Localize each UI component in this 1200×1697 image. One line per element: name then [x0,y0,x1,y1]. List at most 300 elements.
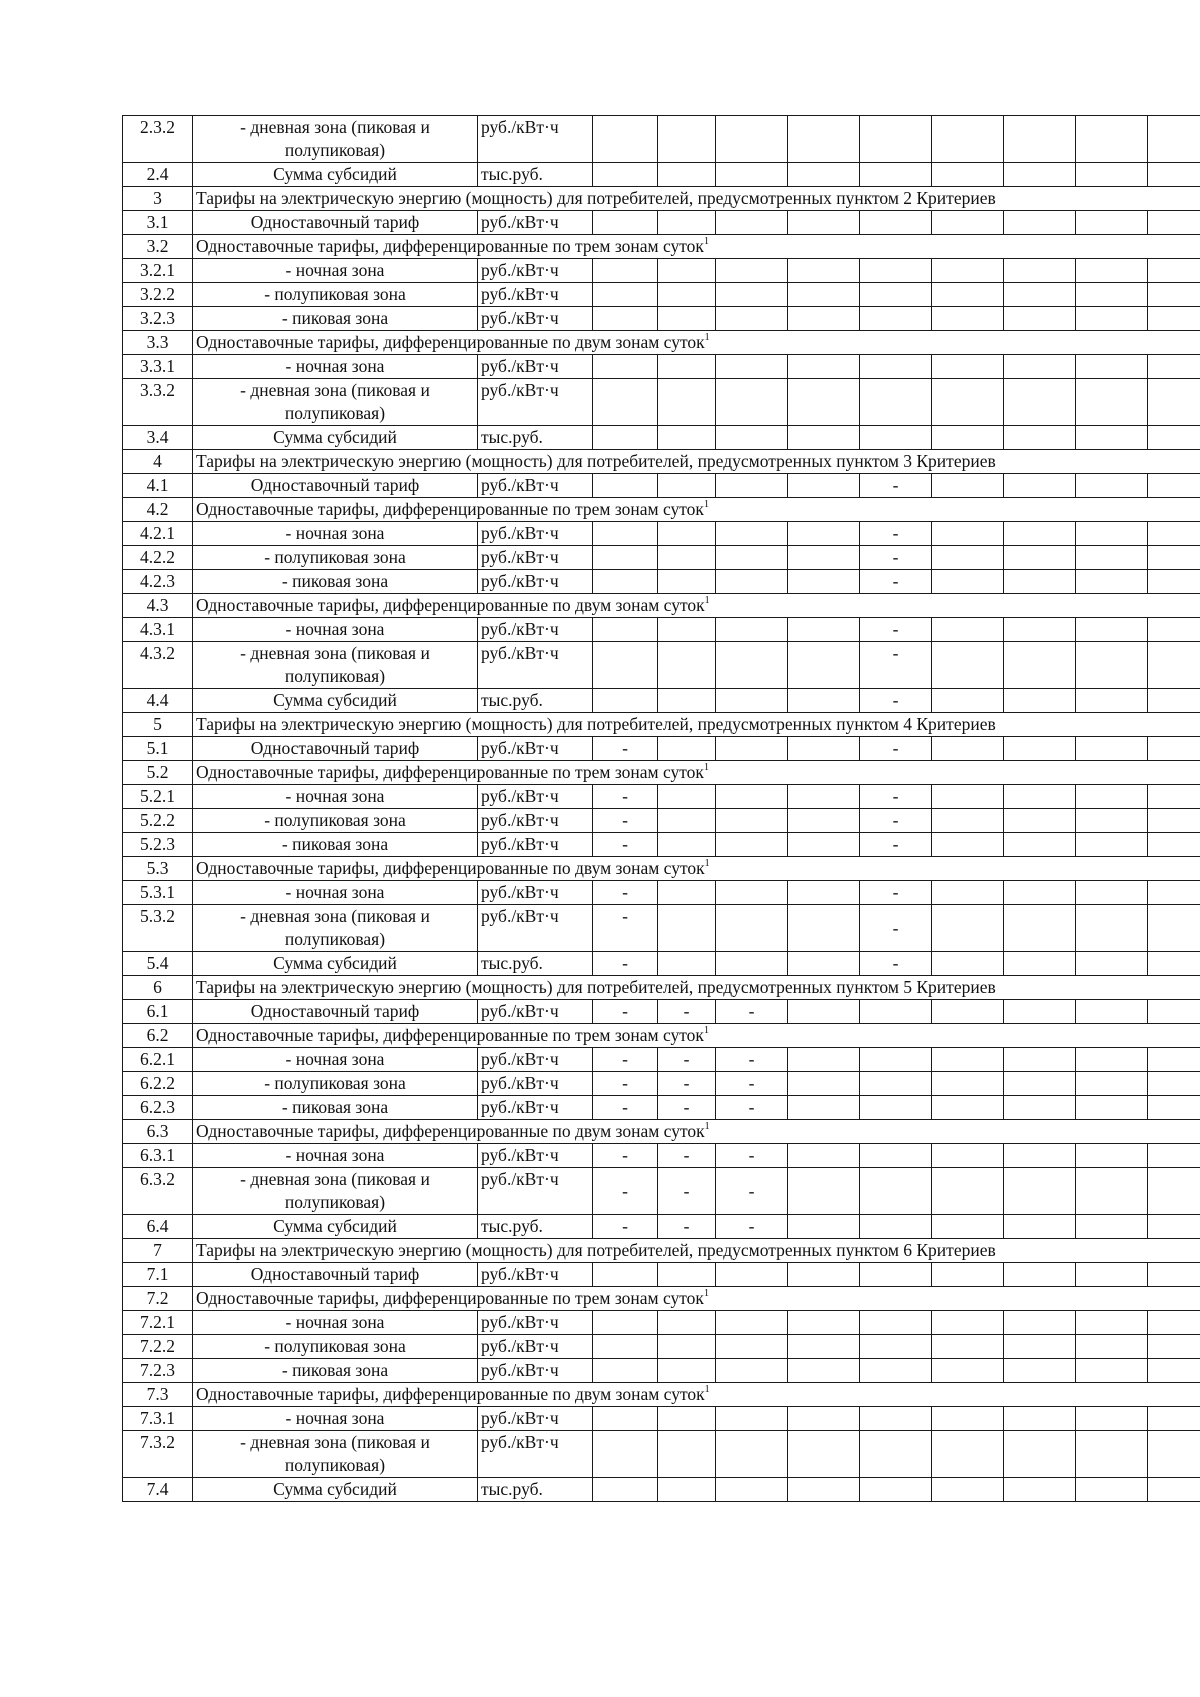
value-cell [658,163,716,187]
table-row [123,642,1200,689]
section-title-text: Одноставочные тарифы, дифференцированные по трем зонам суток [196,1288,704,1308]
value-cell [1148,1000,1200,1024]
footnote-marker: 1 [703,1288,709,1299]
row-number: 3.2.3 [123,307,193,331]
table-row [123,1144,1200,1168]
value-cell [1076,1144,1148,1168]
value-cell [593,618,658,642]
value-cell [788,1407,860,1431]
value-cell [658,881,716,905]
value-cell [1076,737,1148,761]
value-cell [932,1048,1004,1072]
value-cell [658,546,716,570]
unit-cell: руб./кВт·ч [478,1072,593,1096]
row-number: 7.4 [123,1478,193,1502]
section-header-row [123,761,1200,785]
value-cell [788,211,860,235]
value-cell [593,546,658,570]
footnote-marker: 1 [704,858,710,869]
value-cell [1004,163,1076,187]
row-number: 7.3.2 [123,1431,193,1478]
unit-cell: руб./кВт·ч [478,785,593,809]
value-cell [1004,283,1076,307]
value-cell [1004,1431,1076,1478]
row-number: 7.3 [123,1383,193,1407]
value-cell [788,737,860,761]
value-cell: - [860,642,932,689]
unit-cell: руб./кВт·ч [478,570,593,594]
value-cell [658,1407,716,1431]
value-cell [860,259,932,283]
value-cell [932,1263,1004,1287]
footnote-marker: 1 [703,1025,709,1036]
value-cell [1076,642,1148,689]
value-cell [716,785,788,809]
indicator-name: Сумма субсидий [193,163,478,187]
value-cell [1148,1168,1200,1215]
value-cell [716,642,788,689]
unit-cell: руб./кВт·ч [478,211,593,235]
value-cell [1076,1215,1148,1239]
unit-cell: руб./кВт·ч [478,116,593,163]
unit-cell: руб./кВт·ч [478,1048,593,1072]
indicator-name: - полупиковая зона [193,283,478,307]
value-cell [1148,1144,1200,1168]
value-cell [788,116,860,163]
value-cell [1076,379,1148,426]
value-cell [1076,1096,1148,1120]
indicator-name: Сумма субсидий [193,952,478,976]
unit-cell: руб./кВт·ч [478,522,593,546]
value-cell [932,809,1004,833]
value-cell [1148,307,1200,331]
value-cell [658,1359,716,1383]
value-cell [932,307,1004,331]
table-row [123,785,1200,809]
value-cell [860,1478,932,1502]
value-cell: - [658,1096,716,1120]
row-number: 5.3 [123,857,193,881]
row-number: 7.2.2 [123,1335,193,1359]
value-cell [788,689,860,713]
value-cell [788,355,860,379]
value-cell [1076,1311,1148,1335]
unit-cell: руб./кВт·ч [478,642,593,689]
value-cell [658,283,716,307]
value-cell [1148,474,1200,498]
section-title-text: Одноставочные тарифы, дифференцированные по двум зонам суток [196,1384,705,1404]
indicator-name: Одноставочный тариф [193,211,478,235]
value-cell [1148,881,1200,905]
indicator-name: - пиковая зона [193,833,478,857]
value-cell [658,1311,716,1335]
value-cell [1148,163,1200,187]
value-cell [788,283,860,307]
value-cell: - [658,1168,716,1215]
section-title-text: Одноставочные тарифы, дифференцированные по трем зонам суток [196,1025,704,1045]
unit-cell: тыс.руб. [478,689,593,713]
value-cell [593,1478,658,1502]
value-cell: - [860,785,932,809]
value-cell [1076,618,1148,642]
row-number: 4.1 [123,474,193,498]
value-cell [593,1335,658,1359]
value-cell [1004,211,1076,235]
value-cell [593,1263,658,1287]
unit-cell: руб./кВт·ч [478,1359,593,1383]
value-cell [658,1263,716,1287]
value-cell [716,355,788,379]
table-row [123,905,1200,952]
value-cell [1004,570,1076,594]
value-cell [1004,1168,1076,1215]
value-cell [860,163,932,187]
row-number: 3.3 [123,331,193,355]
value-cell [932,642,1004,689]
value-cell [716,307,788,331]
row-number: 3.2.2 [123,283,193,307]
unit-cell: руб./кВт·ч [478,881,593,905]
indicator-name: - дневная зона (пиковая и полупиковая) [193,1168,478,1215]
row-number: 5.2.1 [123,785,193,809]
indicator-name: - ночная зона [193,1311,478,1335]
value-cell [716,474,788,498]
value-cell [1004,1335,1076,1359]
footnote-marker: 1 [704,1384,710,1395]
value-cell: - [860,689,932,713]
unit-cell: руб./кВт·ч [478,1311,593,1335]
value-cell [1076,689,1148,713]
table-row [123,881,1200,905]
value-cell [860,1144,932,1168]
value-cell [658,426,716,450]
table-row [123,259,1200,283]
value-cell [716,379,788,426]
value-cell: - [658,1144,716,1168]
value-cell [932,474,1004,498]
section-header-row [123,976,1200,1000]
value-cell [1076,1335,1148,1359]
table-row [123,379,1200,426]
value-cell: - [593,1000,658,1024]
indicator-name: - пиковая зона [193,570,478,594]
table-row [123,833,1200,857]
row-number: 3.3.1 [123,355,193,379]
row-number: 5.2 [123,761,193,785]
value-cell [1004,905,1076,952]
value-cell [1076,1407,1148,1431]
row-number: 6.3.2 [123,1168,193,1215]
value-cell [658,1431,716,1478]
value-cell [932,283,1004,307]
value-cell: - [860,905,932,952]
value-cell [716,522,788,546]
indicator-name: - ночная зона [193,785,478,809]
value-cell [788,1215,860,1239]
value-cell [932,1335,1004,1359]
value-cell [1004,379,1076,426]
value-cell [658,474,716,498]
table-row [123,426,1200,450]
row-number: 3.4 [123,426,193,450]
value-cell [860,1335,932,1359]
value-cell [1148,833,1200,857]
unit-cell: руб./кВт·ч [478,905,593,952]
value-cell [1148,546,1200,570]
value-cell [1148,689,1200,713]
section-header-row [123,594,1200,618]
row-number: 4.2.1 [123,522,193,546]
table-row [123,1311,1200,1335]
section-title [193,857,1200,881]
footnote-marker: 1 [704,1121,710,1132]
value-cell: - [658,1000,716,1024]
value-cell [932,737,1004,761]
table-row [123,1048,1200,1072]
value-cell [1148,1048,1200,1072]
value-cell [1076,116,1148,163]
value-cell [593,426,658,450]
value-cell [593,474,658,498]
value-cell [1148,952,1200,976]
row-number: 7.2.1 [123,1311,193,1335]
value-cell [860,379,932,426]
section-title-text: Одноставочные тарифы, дифференцированные по двум зонам суток [196,1121,705,1141]
row-number: 5.3.2 [123,905,193,952]
value-cell [716,259,788,283]
value-cell [932,881,1004,905]
table-row [123,952,1200,976]
section-title-text: Одноставочные тарифы, дифференцированные по двум зонам суток [196,595,705,615]
row-number: 4.3.2 [123,642,193,689]
value-cell [658,1335,716,1359]
value-cell [1004,642,1076,689]
indicator-name: Одноставочный тариф [193,1263,478,1287]
value-cell [932,1144,1004,1168]
indicator-name: Сумма субсидий [193,689,478,713]
row-number: 6.3.1 [123,1144,193,1168]
value-cell [932,1478,1004,1502]
row-number: 5.4 [123,952,193,976]
row-number: 5.2.3 [123,833,193,857]
value-cell [1004,426,1076,450]
section-title [193,761,1200,785]
section-title-text: Тарифы на электрическую энергию (мощность) для потребителей, предусмотренных пунктом 2 Критериев [196,188,996,208]
value-cell [593,379,658,426]
value-cell [1148,905,1200,952]
value-cell [860,426,932,450]
indicator-name: Одноставочный тариф [193,737,478,761]
table-row [123,522,1200,546]
value-cell [932,1000,1004,1024]
value-cell [788,952,860,976]
table-row [123,1335,1200,1359]
value-cell [788,474,860,498]
value-cell: - [658,1215,716,1239]
value-cell [1004,1407,1076,1431]
value-cell [1004,522,1076,546]
value-cell [716,1431,788,1478]
value-cell [932,379,1004,426]
row-number: 7.2 [123,1287,193,1311]
unit-cell: руб./кВт·ч [478,1431,593,1478]
section-header-row [123,187,1200,211]
value-cell: - [593,1072,658,1096]
value-cell [658,259,716,283]
value-cell [658,833,716,857]
value-cell [716,1335,788,1359]
section-title-text: Одноставочные тарифы, дифференцированные по двум зонам суток [196,858,705,878]
value-cell [860,1096,932,1120]
value-cell: - [860,833,932,857]
unit-cell: руб./кВт·ч [478,1000,593,1024]
value-cell [932,1431,1004,1478]
value-cell [932,1359,1004,1383]
value-cell [932,355,1004,379]
value-cell [932,1407,1004,1431]
value-cell: - [716,1168,788,1215]
section-header-row [123,1383,1200,1407]
table-row [123,1478,1200,1502]
value-cell [788,379,860,426]
section-title [193,1239,1200,1263]
table-row [123,1215,1200,1239]
table-row [123,116,1200,163]
section-title-text: Тарифы на электрическую энергию (мощность) для потребителей, предусмотренных пунктом 3 Критериев [196,451,996,471]
value-cell [1076,163,1148,187]
table-row [123,809,1200,833]
value-cell [860,1048,932,1072]
indicator-name: - полупиковая зона [193,546,478,570]
value-cell [716,163,788,187]
value-cell [788,1000,860,1024]
value-cell [788,1144,860,1168]
value-cell: - [593,785,658,809]
section-title [193,187,1200,211]
section-header-row [123,331,1200,355]
value-cell [932,905,1004,952]
value-cell [593,211,658,235]
value-cell [788,1478,860,1502]
value-cell [860,1431,932,1478]
value-cell [788,163,860,187]
value-cell [1004,833,1076,857]
section-header-row [123,450,1200,474]
value-cell [1076,426,1148,450]
row-number: 6.3 [123,1120,193,1144]
value-cell: - [716,1096,788,1120]
value-cell [658,642,716,689]
value-cell [1148,116,1200,163]
table-row [123,1359,1200,1383]
value-cell [788,785,860,809]
row-number: 3.2 [123,235,193,259]
value-cell [658,952,716,976]
section-header-row [123,235,1200,259]
value-cell [1004,1096,1076,1120]
table-row [123,1263,1200,1287]
value-cell [1076,1000,1148,1024]
value-cell: - [860,546,932,570]
row-number: 3.2.1 [123,259,193,283]
value-cell [788,546,860,570]
section-title-text: Тарифы на электрическую энергию (мощность) для потребителей, предусмотренных пунктом 5 Критериев [196,977,996,997]
value-cell [716,1407,788,1431]
indicator-name: Одноставочный тариф [193,1000,478,1024]
value-cell [658,809,716,833]
table-row [123,355,1200,379]
value-cell [1148,642,1200,689]
value-cell [1148,1431,1200,1478]
value-cell [788,1263,860,1287]
value-cell: - [593,1048,658,1072]
indicator-name: - ночная зона [193,259,478,283]
value-cell: - [593,737,658,761]
value-cell [1004,1000,1076,1024]
value-cell [932,116,1004,163]
section-title [193,450,1200,474]
value-cell [1076,259,1148,283]
unit-cell: руб./кВт·ч [478,1144,593,1168]
value-cell [860,1407,932,1431]
value-cell [658,618,716,642]
value-cell [788,905,860,952]
value-cell [860,1000,932,1024]
tariff-table-body [123,116,1200,1502]
table-row [123,1407,1200,1431]
section-title [193,498,1200,522]
value-cell [932,546,1004,570]
value-cell: - [716,1215,788,1239]
value-cell [1076,809,1148,833]
value-cell [593,642,658,689]
value-cell: - [593,905,658,952]
value-cell [1148,618,1200,642]
value-cell: - [860,881,932,905]
value-cell [932,1215,1004,1239]
value-cell [932,163,1004,187]
value-cell [1148,1215,1200,1239]
value-cell [716,116,788,163]
value-cell [658,737,716,761]
section-title-text: Одноставочные тарифы, дифференцированные по трем зонам суток [196,499,704,519]
table-row [123,1096,1200,1120]
value-cell [716,952,788,976]
row-number: 3.3.2 [123,379,193,426]
value-cell [860,1072,932,1096]
value-cell [860,211,932,235]
value-cell [932,785,1004,809]
section-title-text: Тарифы на электрическую энергию (мощность) для потребителей, предусмотренных пунктом 6 Критериев [196,1240,996,1260]
value-cell [716,689,788,713]
indicator-name: - полупиковая зона [193,1335,478,1359]
value-cell [1148,1478,1200,1502]
value-cell [1148,1096,1200,1120]
value-cell: - [860,570,932,594]
value-cell [1004,689,1076,713]
row-number: 5.3.1 [123,881,193,905]
value-cell [716,905,788,952]
value-cell: - [593,1215,658,1239]
value-cell [1004,809,1076,833]
value-cell [932,259,1004,283]
row-number: 4.4 [123,689,193,713]
value-cell [788,570,860,594]
value-cell [593,283,658,307]
value-cell [932,952,1004,976]
row-number: 6.2 [123,1024,193,1048]
value-cell [716,881,788,905]
